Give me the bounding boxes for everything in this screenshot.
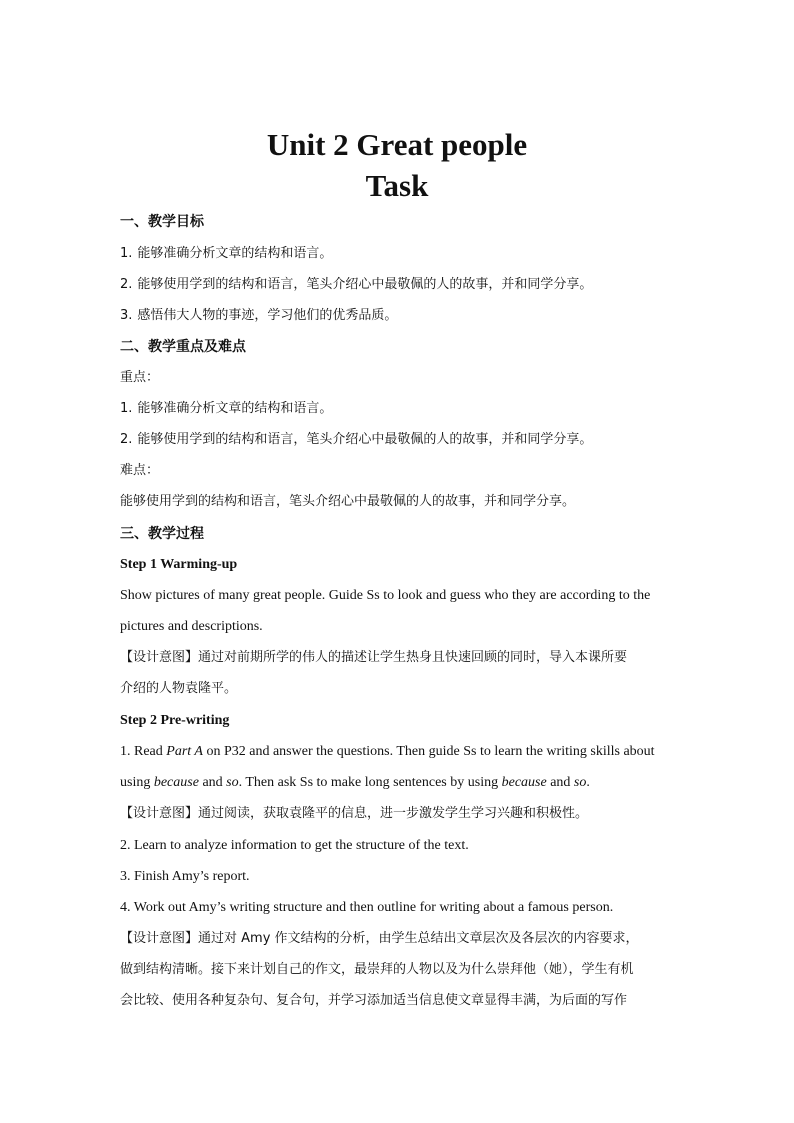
item-text: 能够使用学到的结构和语言，笔头介绍心中最敬佩的人的故事，并和同学分享。 [137,432,593,447]
step2-item-3: 3. Finish Amy’s report. [120,869,250,884]
step2-item-4: 4. Work out Amy’s writing structure and then outline for writing about a famous person. [120,900,614,915]
item-text: 能够使用学到的结构和语言，笔头介绍心中最敬佩的人的故事，并和同学分享。 [137,277,593,292]
objective-item [120,308,397,324]
key-points-label: 重点： [120,370,160,385]
document-title: Unit 2 Great people [266,127,528,162]
design-intent-line: 做到结构清晰。接下来计划自己的作文，最崇拜的人物以及为什么崇拜他（她），学生有机 [120,962,634,977]
section-heading-process: 三、教学过程 [120,526,204,542]
difficult-point-text: 能够使用学到的结构和语言，笔头介绍心中最敬佩的人的故事，并和同学分享。 [120,494,576,509]
document-subtitle: Task [365,168,429,203]
section-heading-key-points: 二、教学重点及难点 [120,339,246,355]
item-text: 能够准确分析文章的结构和语言。 [137,246,333,261]
key-point-item [120,401,332,417]
item-number: 2. [120,277,133,292]
design-intent-line: 介绍的人物袁隆平。 [120,681,238,696]
step2-item-1-line: 1. Read Part A on P32 and answer the questions. Then guide Ss to learn the writing skills about [120,744,655,759]
item-number: 2. [120,432,133,447]
key-point-item [120,432,592,448]
item-text: 能够准确分析文章的结构和语言。 [137,401,333,416]
step1-title: Step 1 Warming-up [120,557,238,572]
design-intent-line: 【设计意图】通过对 Amy 作文结构的分析，由学生总结出文章层次及各层次的内容要求， [120,931,639,946]
difficult-points-label: 难点： [120,463,160,478]
item-number: 1. [120,246,133,261]
design-intent-line: 会比较、使用各种复杂句、复合句，并学习添加适当信息使文章显得丰满，为后面的写作 [120,993,628,1008]
step1-text-line: Show pictures of many great people. Guide Ss to look and guess who they are according to the [120,588,651,603]
step2-item-2: 2. Learn to analyze information to get the structure of the text. [120,838,469,853]
step2-item-1-line: using because and so. Then ask Ss to make long sentences by using because and so. [120,775,590,790]
step2-title: Step 2 Pre-writing [120,713,230,728]
item-number: 1. [120,401,133,416]
step1-text-line: pictures and descriptions. [120,619,263,634]
section-heading-objectives: 一、教学目标 [120,214,204,230]
item-text: 感悟伟大人物的事迹，学习他们的优秀品质。 [137,308,398,323]
design-intent-line: 【设计意图】通过对前期所学的伟人的描述让学生热身且快速回顾的同时，导入本课所要 [120,650,628,665]
objective-item [120,277,592,293]
objective-item [120,246,332,262]
item-number: 3. [120,308,133,323]
design-intent-line: 【设计意图】通过阅读，获取袁隆平的信息，进一步激发学生学习兴趣和积极性。 [120,806,589,821]
